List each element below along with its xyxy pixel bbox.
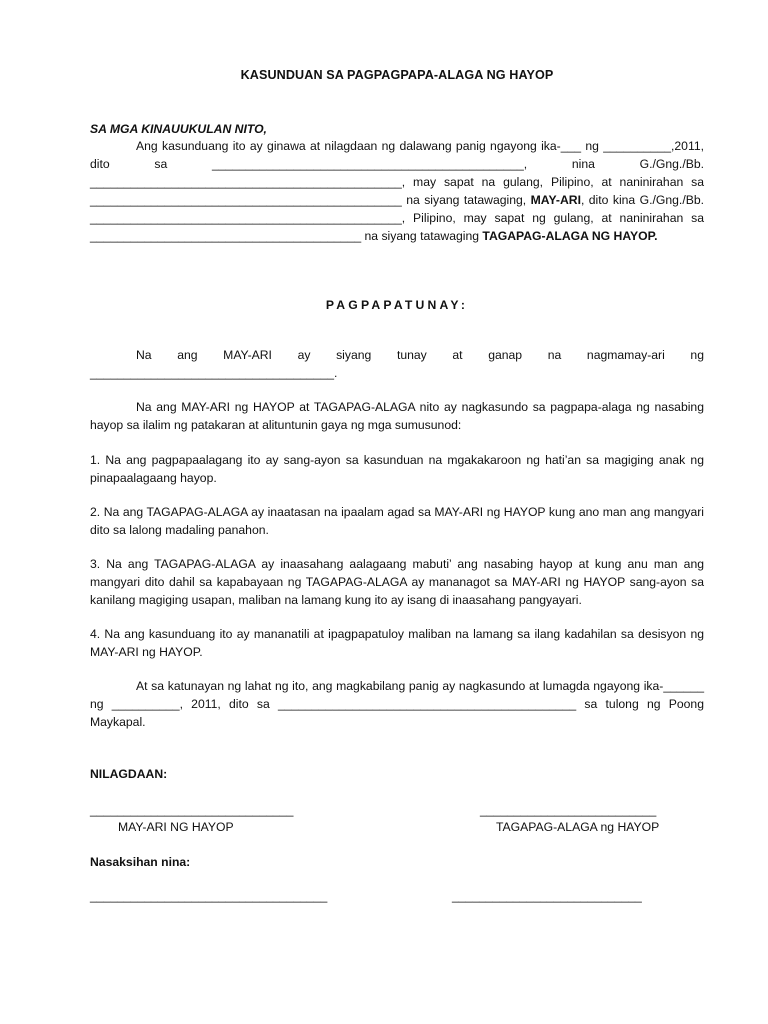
owner-signature-line: ______________________________	[90, 803, 294, 817]
section-heading: PAGPAPATUNAY:	[325, 298, 469, 312]
witness-label: Nasaksihan nina:	[90, 855, 191, 869]
agreement-intro-paragraph: Na ang MAY-ARI ng HAYOP at TAGAPAG-ALAGA nito ay nagkasundo sa pagpapa-alaga ng nasabing hayop sa ilalim ng patakaran at alituntunin gaya ng mga sumusunod:	[90, 400, 704, 432]
intro-text-2: , dito kina G./Gng./Bb. ______________________________________________, Pilipino, may sapat ng gulang, at naninirahan sa ________________________________________ na siyang tatawaging	[90, 193, 704, 243]
closing-paragraph: At sa katunayan ng lahat ng ito, ang magkabilang panig ay nagkasundo at lumagda ngayong ika-______ ng __________, 2011, dito sa ____________________________________________ sa tulong ng Poong Maykapal.	[90, 679, 704, 729]
term-item: 2. Na ang TAGAPAG-ALAGA ay inaatasan na ipaalam agad sa MAY-ARI ng HAYOP kung ano man ang mangyari dito sa lalong madaling panahon.	[90, 505, 704, 537]
owner-signature-label: MAY-ARI NG HAYOP	[118, 820, 234, 834]
owner-term: MAY-ARI	[530, 193, 581, 207]
intro-text-1: Ang kasunduang ito ay ginawa at nilagdaan ng dalawang panig ngayong ika-___ ng __________,2011, dito sa ______________________________________________, nina G./Gng./Bb. ______________________________________________, may sapat na gulang, Pilipino, at naninirahan sa ______________________________________________ na siyang tatawaging,	[90, 139, 704, 207]
witness-signature-line: ___________________________________	[90, 889, 328, 903]
witness-signature-line: ____________________________	[452, 889, 642, 903]
intro-paragraph	[90, 137, 704, 245]
term-item: 1. Na ang pagpapaalagang ito ay sang-ayon sa kasunduan na mgakakaroon ng hati’an sa magiging anak ng pinapaalagaang hayop.	[90, 453, 704, 485]
affirmation-paragraph: Na ang MAY-ARI ay siyang tunay at ganap na nagmamay-ari ng ____________________________________.	[90, 348, 704, 380]
signed-label: NILAGDAAN:	[90, 767, 168, 781]
caretaker-signature-label: TAGAPAG-ALAGA ng HAYOP	[496, 820, 660, 834]
document-page	[90, 0, 704, 1024]
caretaker-term: TAGAPAG-ALAGA NG HAYOP.	[482, 229, 658, 243]
caretaker-signature-line: __________________________	[480, 803, 657, 817]
salutation: SA MGA KINAUUKULAN NITO,	[90, 122, 267, 136]
term-item: 4. Na ang kasunduang ito ay mananatili at ipagpapatuloy maliban na lamang sa ilang kadahilan sa desisyon ng MAY-ARI ng HAYOP.	[90, 627, 704, 659]
document-title: KASUNDUAN SA PAGPAGPAPA-ALAGA NG HAYOP	[240, 68, 554, 82]
term-item: 3. Na ang TAGAPAG-ALAGA ay inaasahang aalagaang mabuti’ ang nasabing hayop at kung anu man ang mangyari dito dahil sa kapabayaan ng TAGAPAG-ALAGA ay mananagot sa MAY-ARI ng HAYOP sang-ayon sa kanilang magiging usapan, maliban na lamang kung ito ay isang di inaasahang pangyayari.	[90, 557, 704, 607]
